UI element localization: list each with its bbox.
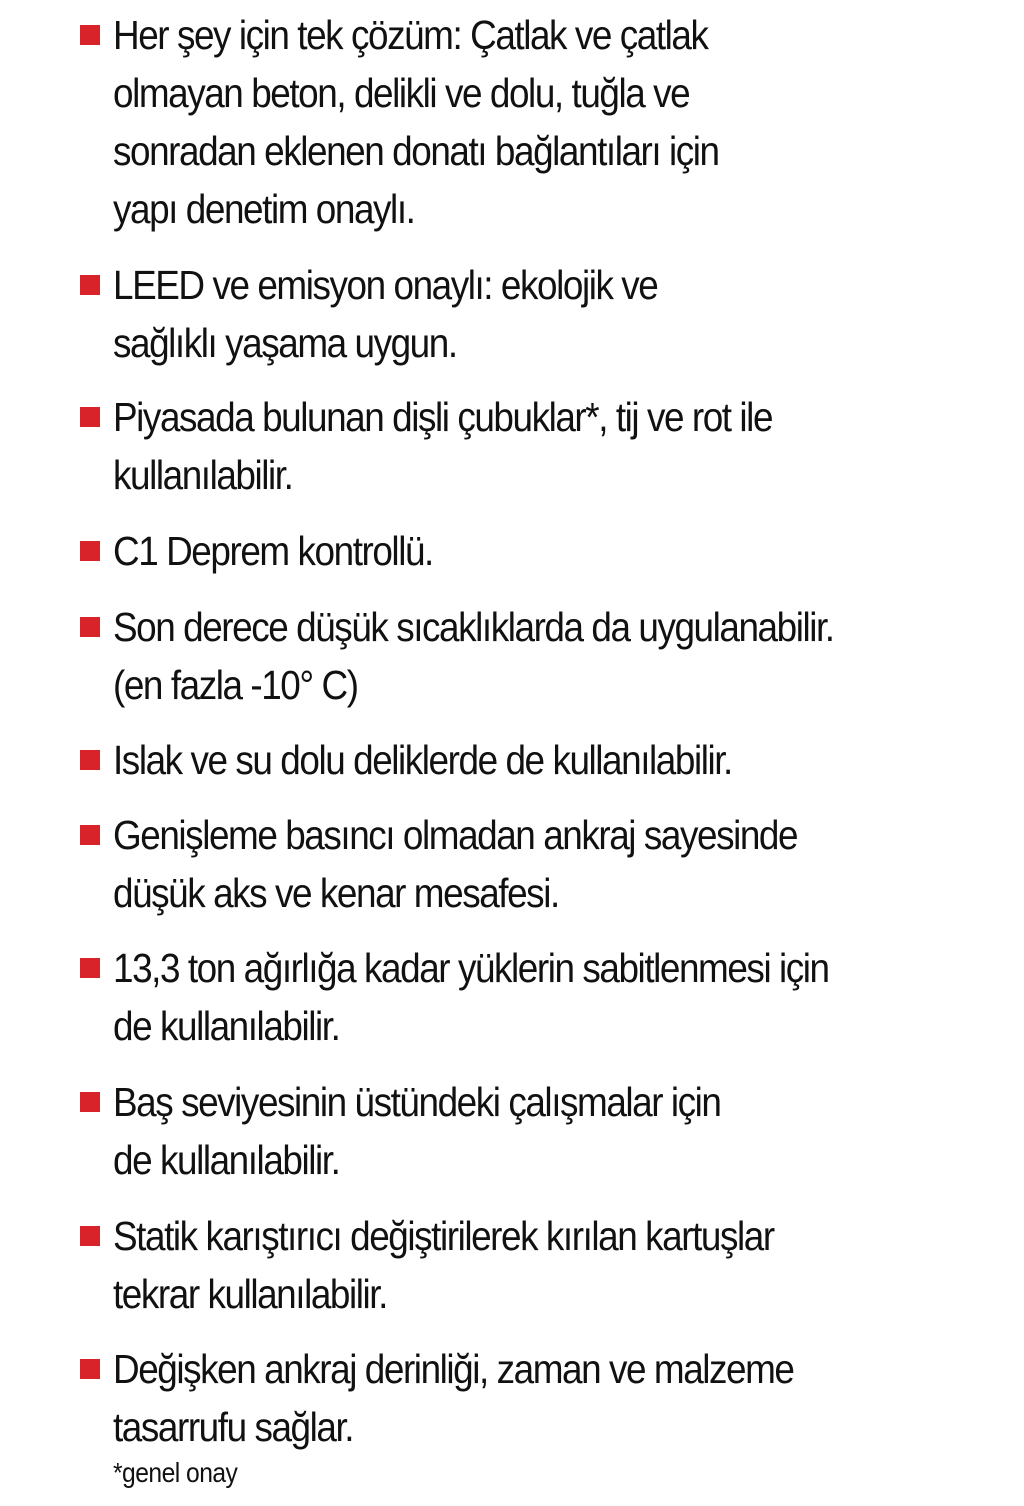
- feature-text: [113, 1073, 905, 1189]
- feature-line: Baş seviyesinin üstündeki çalışmalar için: [113, 1079, 721, 1125]
- feature-text: [113, 731, 905, 789]
- feature-line: Genişleme basıncı olmadan ankraj sayesinde: [113, 812, 798, 858]
- feature-line: sağlıklı yaşama uygun.: [113, 320, 457, 366]
- feature-line: Islak ve su dolu deliklerde de kullanılabilir.: [113, 737, 732, 783]
- red-square-bullet-icon: [80, 958, 100, 978]
- red-square-bullet-icon: [80, 1359, 100, 1379]
- feature-line: yapı denetim onaylı.: [113, 186, 415, 232]
- feature-line: de kullanılabilir.: [113, 1137, 340, 1183]
- feature-line: olmayan beton, delikli ve dolu, tuğla ve: [113, 70, 690, 116]
- red-square-bullet-icon: [80, 1226, 100, 1246]
- red-square-bullet-icon: [80, 1092, 100, 1112]
- red-square-bullet-icon: [80, 750, 100, 770]
- feature-line: Son derece düşük sıcaklıklarda da uygulanabilir.: [113, 604, 834, 650]
- feature-text: [113, 1340, 905, 1456]
- red-square-bullet-icon: [80, 825, 100, 845]
- feature-text: [113, 598, 905, 714]
- feature-text: [113, 1207, 905, 1323]
- red-square-bullet-icon: [80, 617, 100, 637]
- feature-line: LEED ve emisyon onaylı: ekolojik ve: [113, 262, 658, 308]
- feature-line: düşük aks ve kenar mesafesi.: [113, 870, 559, 916]
- feature-line: Statik karıştırıcı değiştirilerek kırılan kartuşlar: [113, 1213, 774, 1259]
- feature-text: [113, 388, 905, 504]
- footnote: *genel onay: [113, 1457, 238, 1488]
- feature-text: [113, 6, 905, 238]
- feature-text: [113, 256, 905, 372]
- feature-line: Her şey için tek çözüm: Çatlak ve çatlak: [113, 12, 708, 58]
- feature-line: Değişken ankraj derinliği, zaman ve malzeme: [113, 1346, 794, 1392]
- red-square-bullet-icon: [80, 275, 100, 295]
- feature-line: C1 Deprem kontrollü.: [113, 528, 433, 574]
- feature-line: Piyasada bulunan dişli çubuklar*, tij ve rot ile: [113, 394, 773, 440]
- feature-line: kullanılabilir.: [113, 452, 293, 498]
- red-square-bullet-icon: [80, 541, 100, 561]
- red-square-bullet-icon: [80, 25, 100, 45]
- feature-line: de kullanılabilir.: [113, 1003, 340, 1049]
- feature-line: (en fazla -10° C): [113, 662, 358, 708]
- feature-text: [113, 522, 905, 580]
- feature-line: 13,3 ton ağırlığa kadar yüklerin sabitlenmesi için: [113, 945, 829, 991]
- feature-text: [113, 806, 905, 922]
- feature-line: tasarrufu sağlar.: [113, 1404, 354, 1450]
- feature-line: sonradan eklenen donatı bağlantıları için: [113, 128, 719, 174]
- feature-line: tekrar kullanılabilir.: [113, 1271, 387, 1317]
- red-square-bullet-icon: [80, 407, 100, 427]
- feature-text: [113, 939, 905, 1055]
